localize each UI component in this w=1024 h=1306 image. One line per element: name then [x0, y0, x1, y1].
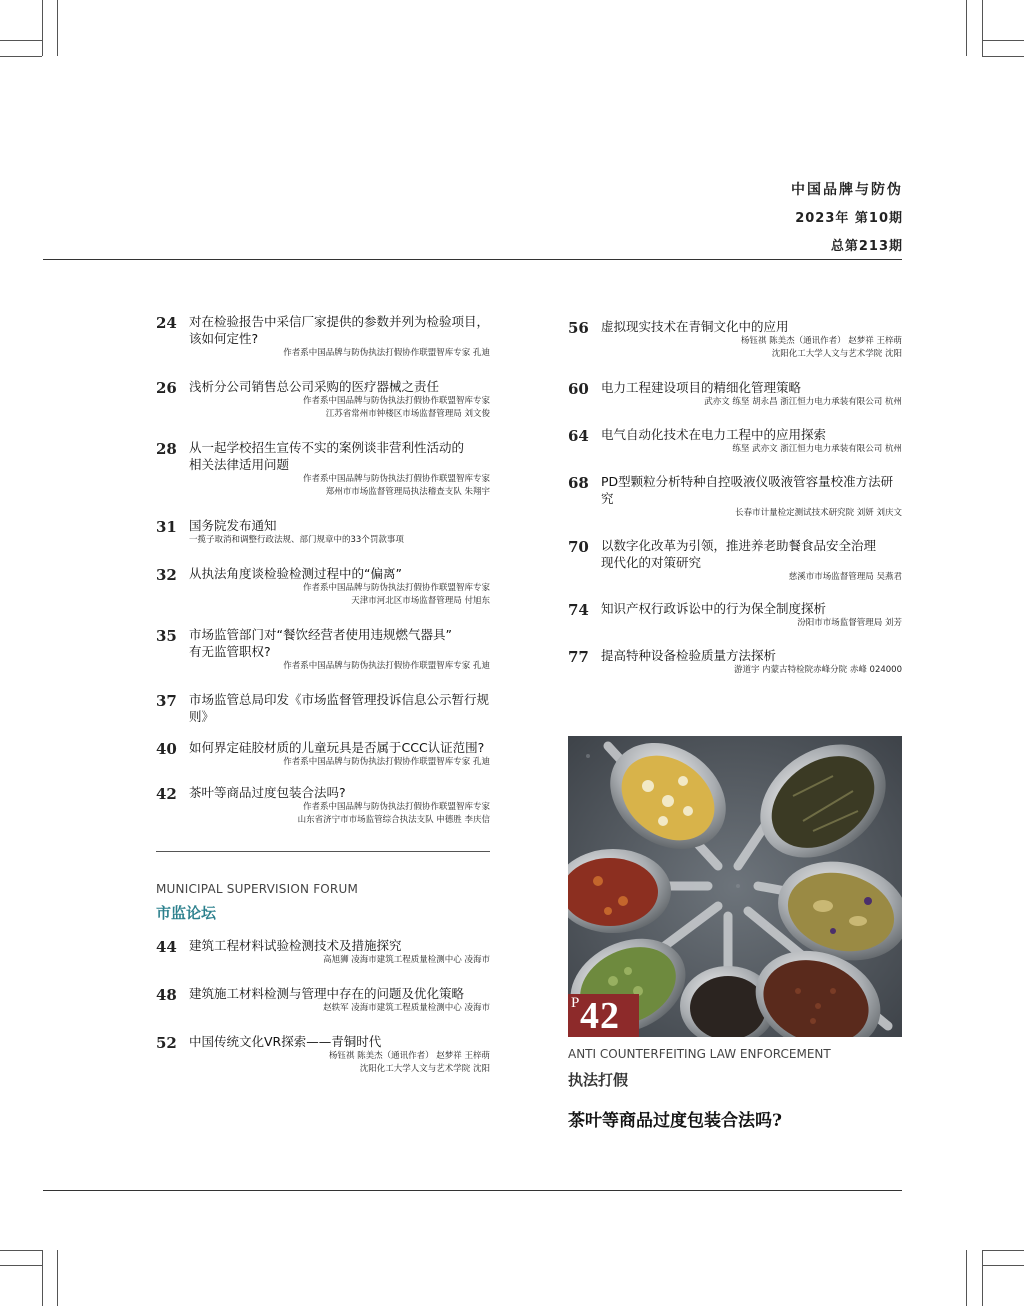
crop-mark — [982, 1250, 1024, 1251]
toc-entry[interactable] — [156, 517, 490, 547]
toc-subtitle-line: 一揽子取消和调整行政法规、部门规章中的33个罚款事项 — [189, 535, 404, 545]
toc-page-number: 35 — [156, 627, 177, 645]
toc-entry[interactable] — [568, 537, 902, 584]
toc-author-line: 天津市河北区市场监督管理局 付旭东 — [351, 596, 490, 606]
toc-page-number: 32 — [156, 566, 177, 584]
page-badge — [568, 994, 639, 1037]
toc-entry[interactable] — [156, 985, 490, 1015]
toc-author-line: 郑州市市场监督管理局执法稽查支队 朱翔宇 — [325, 487, 490, 497]
toc-entry[interactable] — [156, 691, 490, 725]
crop-mark — [57, 1250, 58, 1306]
toc-page-number: 31 — [156, 518, 177, 536]
crop-mark — [0, 40, 42, 41]
toc-page-number: 24 — [156, 314, 177, 332]
toc-entry[interactable] — [156, 784, 490, 827]
crop-mark — [982, 1250, 983, 1306]
toc-entry[interactable] — [156, 626, 490, 673]
toc-title: 茶叶等商品过度包装合法吗? — [189, 785, 346, 800]
toc-title: 市场监管部门对“餐饮经营者使用违规燃气器具” — [189, 627, 452, 642]
toc-title: 中国传统文化VR探索——青铜时代 — [189, 1034, 382, 1049]
footer-rule — [43, 1190, 902, 1191]
toc-page-number: 37 — [156, 692, 177, 710]
toc-author-line: 山东省济宁市市场监管综合执法支队 申德胜 李庆信 — [297, 815, 490, 825]
crop-mark — [0, 1250, 42, 1251]
toc-entry[interactable] — [568, 379, 902, 409]
crop-mark — [982, 0, 983, 56]
toc-title: 从执法角度谈检验检测过程中的“偏离” — [189, 566, 402, 581]
toc-author-line: 游道宇 内蒙古特检院赤峰分院 赤峰 024000 — [733, 665, 902, 675]
badge-p-label: P — [571, 995, 580, 1011]
left-toc-column — [156, 313, 490, 1076]
toc-title: 浅析分公司销售总公司采购的医疗器械之责任 — [189, 379, 440, 394]
toc-title: 提高特种设备检验质量方法探析 — [601, 648, 777, 663]
toc-entry[interactable] — [156, 313, 490, 360]
toc-author-line: 作者系中国品牌与防伪执法打假协作联盟智库专家 — [302, 474, 490, 484]
crop-mark — [42, 0, 43, 56]
toc-title: 建筑施工材料检测与管理中存在的问题及优化策略 — [189, 986, 465, 1001]
toc-page-number: 77 — [568, 648, 589, 666]
toc-author-line: 杨钰祺 陈美杰（通讯作者） 赵梦祥 王梓萌 — [328, 1051, 490, 1061]
toc-title-line2: 相关法律适用问题 — [189, 457, 290, 472]
toc-author-line: 作者系中国品牌与防伪执法打假协作联盟智库专家 — [302, 583, 490, 593]
toc-page-number: 42 — [156, 785, 177, 803]
toc-title: 市场监管总局印发《市场监督管理投诉信息公示暂行规则》 — [189, 692, 490, 724]
crop-mark — [982, 56, 1024, 57]
section-title-en: MUNICIPAL SUPERVISION FORUM — [156, 882, 359, 896]
toc-author-line: 练坚 武亦文 浙江恒力电力承装有限公司 杭州 — [732, 444, 902, 454]
toc-author-line: 江苏省常州市钟楼区市场监督管理局 刘文俊 — [325, 409, 490, 419]
toc-page-number: 40 — [156, 740, 177, 758]
toc-author-line: 沈阳化工大学人文与艺术学院 沈阳 — [359, 1064, 490, 1074]
toc-title-line2: 该如何定性? — [189, 331, 259, 346]
toc-title: 以数字化改革为引领，推进养老助餐食品安全治理 — [601, 538, 877, 553]
toc-author-line: 作者系中国品牌与防伪执法打假协作联盟智库专家 孔迪 — [283, 757, 490, 767]
toc-author-line: 作者系中国品牌与防伪执法打假协作联盟智库专家 — [302, 802, 490, 812]
tea-spoons-photo — [568, 736, 902, 1037]
crop-mark — [0, 1265, 42, 1266]
toc-title: PD型颗粒分析特种自控吸液仪吸液管容量校准方法研究 — [601, 474, 894, 506]
toc-title: 电力工程建设项目的精细化管理策略 — [601, 380, 802, 395]
toc-page-number: 44 — [156, 938, 177, 956]
crop-mark — [966, 1250, 967, 1306]
toc-entry[interactable] — [568, 473, 902, 520]
toc-entry[interactable] — [568, 647, 902, 677]
header-rule — [43, 259, 902, 260]
toc-author-line: 作者系中国品牌与防伪执法打假协作联盟智库专家 孔迪 — [283, 348, 490, 358]
toc-entry[interactable] — [568, 318, 902, 361]
toc-title: 对在检验报告中采信厂家提供的参数并列为检验项目， — [189, 314, 490, 329]
toc-author-line: 作者系中国品牌与防伪执法打假协作联盟智库专家 — [302, 396, 490, 406]
crop-mark — [57, 0, 58, 56]
right-toc-column — [568, 318, 902, 677]
toc-entry[interactable] — [568, 600, 902, 630]
crop-mark — [982, 1265, 1024, 1266]
feature-title: 茶叶等商品过度包装合法吗? — [568, 1111, 782, 1131]
toc-page-number: 64 — [568, 427, 589, 445]
toc-author-line: 作者系中国品牌与防伪执法打假协作联盟智库专家 孔迪 — [283, 661, 490, 671]
toc-page-number: 52 — [156, 1034, 177, 1052]
magazine-title: 中国品牌与防伪 — [791, 182, 903, 198]
section-title-cn: 市监论坛 — [156, 904, 217, 922]
toc-author-line: 高旭狮 凌海市建筑工程质量检测中心 凌海市 — [323, 955, 490, 965]
crop-mark — [982, 40, 1024, 41]
badge-page-number: 42 — [580, 995, 620, 1037]
total-issue-number: 总第213期 — [830, 239, 903, 254]
crop-mark — [0, 56, 42, 57]
toc-page-number: 60 — [568, 380, 589, 398]
toc-title-line2: 现代化的对策研究 — [601, 555, 702, 570]
toc-page-number: 26 — [156, 379, 177, 397]
toc-page-number: 56 — [568, 319, 589, 337]
toc-entry[interactable] — [156, 1033, 490, 1076]
toc-author-line: 沈阳化工大学人文与艺术学院 沈阳 — [771, 349, 902, 359]
toc-title: 知识产权行政诉讼中的行为保全制度探析 — [601, 601, 827, 616]
toc-page-number: 68 — [568, 474, 589, 492]
toc-title: 建筑工程材料试验检测技术及措施探究 — [189, 938, 402, 953]
toc-entry[interactable] — [156, 739, 490, 769]
toc-entry[interactable] — [156, 565, 490, 608]
toc-page-number: 74 — [568, 601, 589, 619]
toc-title: 虚拟现实技术在青铜文化中的应用 — [601, 319, 789, 334]
toc-author-line: 武亦文 练坚 胡永昌 浙江恒力电力承装有限公司 杭州 — [704, 397, 902, 407]
toc-title-line2: 有无监管职权? — [189, 644, 271, 659]
toc-title: 从一起学校招生宣传不实的案例谈非营利性活动的 — [189, 440, 465, 455]
toc-author-line: 汾阳市市场监督管理局 刘芳 — [797, 618, 902, 628]
toc-entry[interactable] — [568, 426, 902, 456]
toc-page-number: 48 — [156, 986, 177, 1004]
toc-entry[interactable] — [156, 937, 490, 967]
feature-section-cn: 执法打假 — [568, 1071, 629, 1089]
toc-author-line: 慈溪市市场监督管理局 吴燕君 — [788, 572, 902, 582]
feature-section-en: ANTI COUNTERFEITING LAW ENFORCEMENT — [568, 1047, 831, 1061]
crop-mark — [966, 0, 967, 56]
toc-entry[interactable] — [156, 439, 490, 499]
toc-author-line: 赵轶军 凌海市建筑工程质量检测中心 凌海市 — [323, 1003, 490, 1013]
toc-title: 国务院发布通知 — [189, 518, 277, 533]
crop-mark — [42, 1250, 43, 1306]
toc-author-line: 杨钰祺 陈美杰（通讯作者） 赵梦祥 王梓萌 — [740, 336, 902, 346]
toc-title: 电气自动化技术在电力工程中的应用探索 — [601, 427, 827, 442]
toc-entry[interactable] — [156, 378, 490, 421]
issue-number: 2023年 第10期 — [795, 211, 903, 226]
toc-page-number: 28 — [156, 440, 177, 458]
toc-title: 如何界定硅胶材质的儿童玩具是否属于CCC认证范围? — [189, 740, 485, 755]
section-divider — [156, 851, 490, 852]
toc-page-number: 70 — [568, 538, 589, 556]
toc-author-line: 长春市计量检定测试技术研究院 刘妍 刘庆文 — [735, 508, 902, 518]
